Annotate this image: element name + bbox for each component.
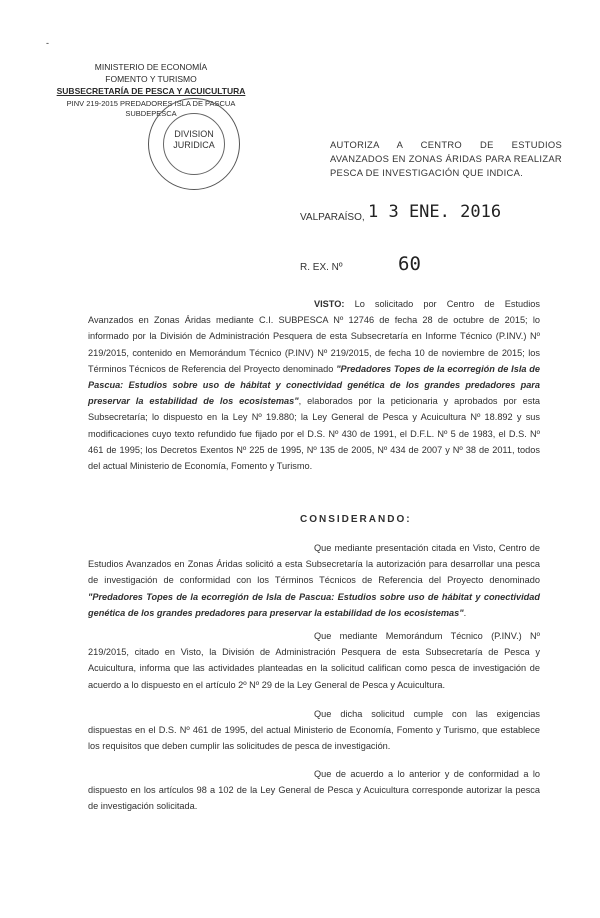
considerando-1-project: "Predadores Topes de la ecorregión de Isla de Pascua: Estudios sobre uso de hábitat y conectividad genética de los grandes predadores para preservar la estabilidad de los ecosistemas" — [88, 591, 540, 618]
considerando-paragraph-3 — [88, 706, 540, 755]
visto-text-1: Lo solicitado por Centro de Estudios Avanzados en Zonas Áridas mediante C.I. SUBPESCA Nº 12746 de fecha 28 de octubre de 2015; lo informado por la División de Administración Pesquera de esta Subsecretaría en Informe Técnico (P.INV.) Nº 219/2015, contenido en Memorándum Técnico (P.INV) Nº 219/2015, de fecha 10 de noviembre de 2015; los Términos Técnicos de Referencia del Proyecto denominado — [88, 299, 540, 374]
considerando-paragraph-1 — [88, 540, 540, 621]
rex-number: 60 — [398, 253, 421, 275]
ministry-line: MINISTERIO DE ECONOMÍA — [94, 62, 208, 72]
stamp-line-1: DIVISION — [174, 129, 214, 139]
considerando-paragraph-4 — [88, 766, 540, 815]
considerando-1-end: . — [463, 607, 467, 618]
stamp-line-2: JURIDICA — [173, 140, 215, 150]
considerando-1-text: Que mediante presentación citada en Visto, Centro de Estudios Avanzados en Zonas Áridas solicitó a esta Subsecretaría la autorización para desarrollar una pesca de investigación de conformidad con los Términos Técnicos de Referencia del Proyecto denominado — [88, 543, 540, 586]
visto-label: VISTO: — [314, 299, 345, 309]
division-juridica-stamp — [148, 98, 240, 190]
visto-text-2: , elaborados por la peticionaria y aprobados por esta Subsecretaría; lo dispuesto en la Ley Nº 19.880; la Ley General de Pesca y Acuicultura Nº 18.892 y sus modificaciones cuyo texto refundido fue fijado por el D.S. Nº 430 de 1991, el D.F.L. Nº 5 de 1983, el D.S. Nº 461 de 1995; los Decretos Exentos Nº 225 de 1995, Nº 135 de 2005, Nº 434 de 2007 y Nº 38 de 2011, todos del actual Ministerio de Economía, Fomento y Turismo. — [88, 396, 540, 472]
considerando-3-text: Que dicha solicitud cumple con las exigencias dispuestas en el D.S. Nº 461 de 1995, del actual Ministerio de Economía, Fomento y Turismo, que establece los requisitos que deben cumplir las solicitudes de pesca de investigación. — [88, 709, 540, 752]
reference-subline: SUBDEPESCA — [125, 109, 177, 118]
considerando-2-text: Que mediante Memorándum Técnico (P.INV.) Nº 219/2015, citado en Visto, la División de Administración Pesquera de esta Subsecretaría de Pesca y Acuicultura, informa que las actividades planteadas en la solicitud califican como pesca de investigación de acuerdo a lo dispuesto en el artículo 2º Nº 29 de la Ley General de Pesca y Acuicultura. — [88, 631, 540, 690]
document-title: AUTORIZA A CENTRO DE ESTUDIOS AVANZADOS EN ZONAS ÁRIDAS PARA REALIZAR PESCA DE INVESTIGACIÓN QUE INDICA. — [330, 139, 562, 178]
considerando-paragraph-2 — [88, 628, 540, 693]
ministry-subline: FOMENTO Y TURISMO — [105, 74, 197, 84]
visto-paragraph — [88, 296, 540, 474]
reference-line: PINV 219-2015 PREDADORES ISLA DE PASCUA — [66, 99, 236, 108]
considerando-4-text: Que de acuerdo a lo anterior y de conformidad a lo dispuesto en los artículos 98 a 102 de la Ley General de Pesca y Acuicultura corresponde autorizar la pesca de investigación solicitada. — [88, 769, 540, 812]
visto-project-name: "Predadores Topes de la ecorregión de Isla de Pascua: Estudios sobre uso de hábitat y conectividad genética de los grandes predadores para preservar la estabilidad de los ecosistemas" — [88, 363, 540, 407]
subsecretaria-line: SUBSECRETARÍA DE PESCA Y ACUICULTURA — [56, 86, 246, 96]
rex-label: R. EX. Nº — [300, 262, 343, 273]
header-dash: - — [46, 38, 49, 48]
considerando-heading: CONSIDERANDO: — [300, 514, 412, 525]
document-date: 1 3 ENE. 2016 — [368, 202, 502, 222]
place-label: VALPARAÍSO, — [300, 212, 365, 223]
